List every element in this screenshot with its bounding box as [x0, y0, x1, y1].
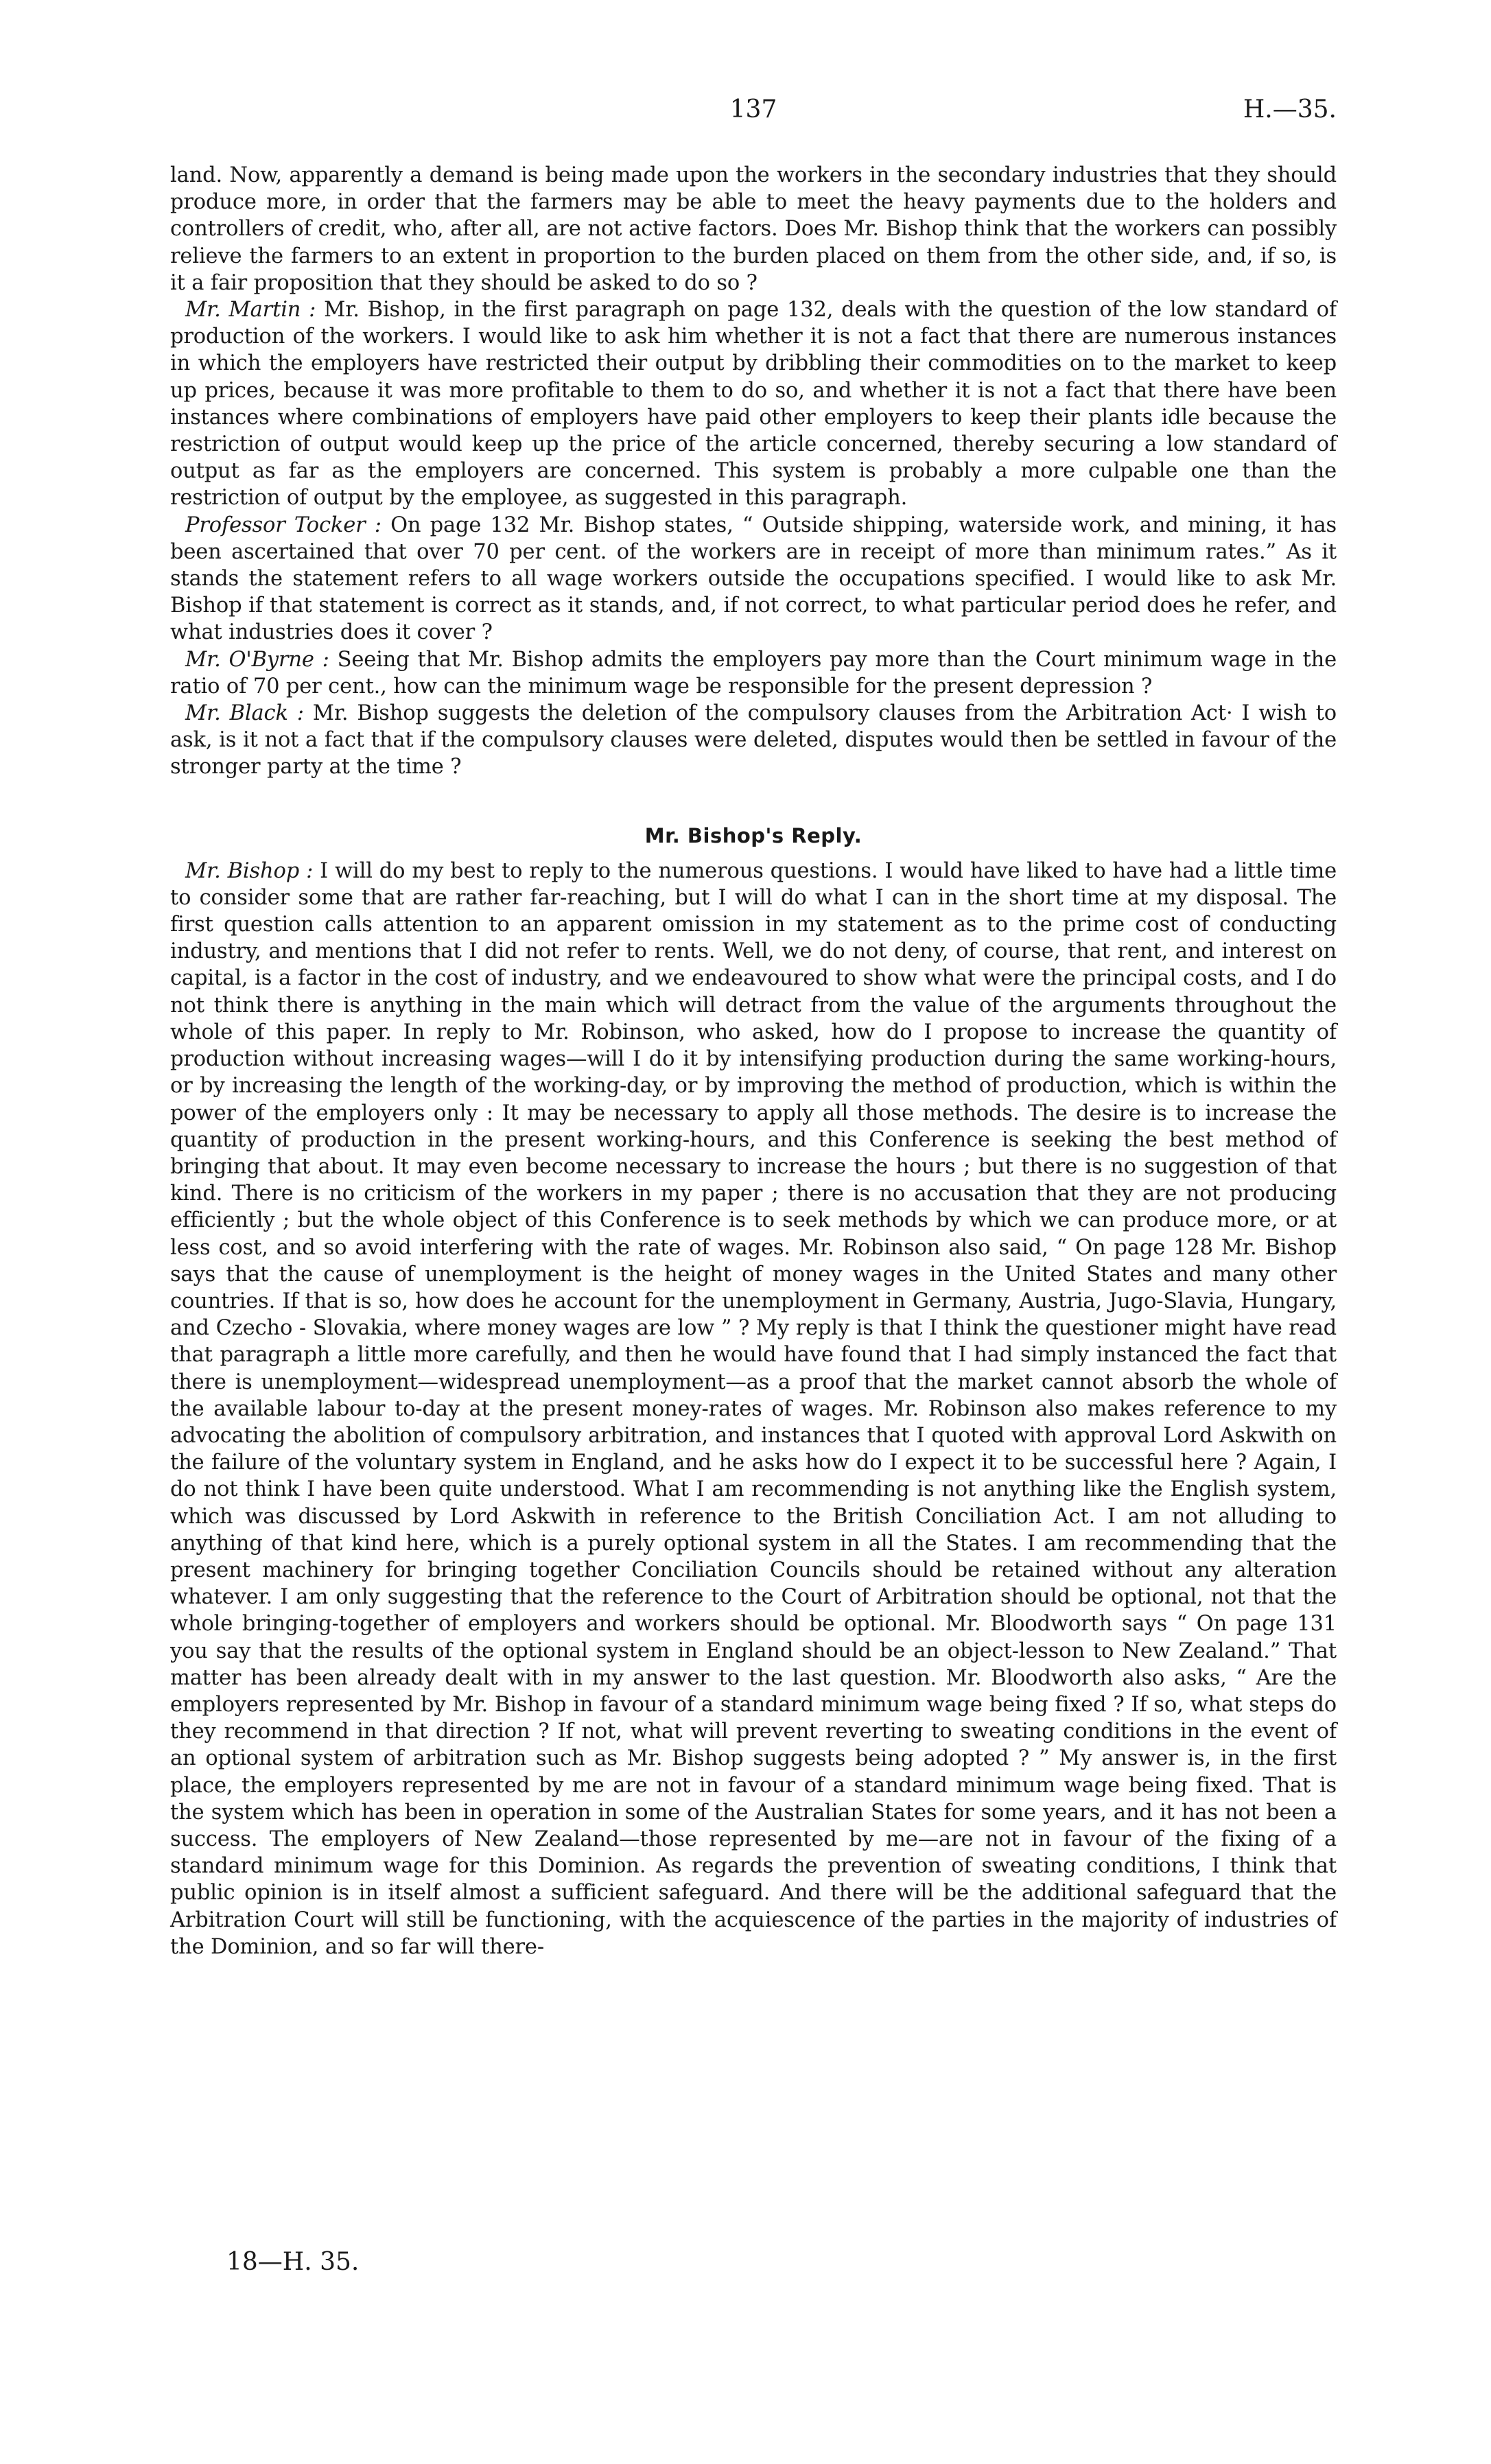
- paragraph-bishop-reply: [170, 858, 1337, 1960]
- footer-signature: 18—H. 35.: [226, 2248, 360, 2276]
- speaker-name: Mr. Black :: [185, 701, 304, 726]
- paragraph-text: On page 132 Mr. Bishop states, “ Outside shipping, waterside work, and mining, it has been ascertained that over 70 per cent. of the workers are in receipt of more than minimum rates.” As it stands the statement refers to all wage workers outside the occupations specified. I would like to ask Mr. Bishop if that statement is correct as it stands, and, if not correct, to what particular period does he refer, and what industries does it cover ?: [170, 513, 1337, 645]
- speaker-name: Mr. O'Byrne :: [185, 647, 329, 672]
- paragraph-text: Mr. Bishop suggests the deletion of the compulsory clauses from the Arbitration Act· I wish to ask, is it not a fact that if the compulsory clauses were deleted, disputes would then be settled in favour of the stronger party at the time ?: [170, 701, 1337, 779]
- speaker-name: Mr. Bishop :: [185, 858, 314, 883]
- paragraph-martin: [170, 296, 1337, 512]
- paragraph-text: I will do my best to reply to the numerous questions. I would have liked to have had a little time to consider some that are rather far-reaching, but I will do what I can in the short time at my disposal. The first question calls attention to an apparent omission in my statement as to the prime cost of conducting industry, and mentions that I did not refer to rents. Well, we do not deny, of course, that rent, and interest on capital, is a factor in the cost of industry, and we endeavoured to show what were the principal costs, and I do not think there is anything in the main which will detract from the value of the arguments throughout the whole of this paper. In reply to Mr. Robinson, who asked, how do I propose to increase the quantity of production without increasing wages—will I do it by intensifying production during the same working-hours, or by increasing the length of the working-day, or by improving the method of production, which is within the power of the employers only : It may be necessary to apply all those methods. The desire is to increase the quantity of production in the present working-hours, and this Conference is seeking the best method of bringing that about. It may even become necessary to increase the hours ; but there is no suggestion of that kind. There is no criticism of the workers in my paper ; there is no accusation that they are not producing efficiently ; but the whole object of this Conference is to seek methods by which we can produce more, or at less cost, and so avoid interfering with the rate of wages. Mr. Robinson also said, “ On page 128 Mr. Bishop says that the cause of unemployment is the height of money wages in the United States and many other countries. If that is so, how does he account for the unemployment in Germany, Austria, Jugo-Slavia, Hungary, and Czecho - Slovakia, where money wages are low ” ? My reply is that I think the questioner might have read that paragraph a little more carefully, and then he would have found that I had simply instanced the fact that there is unemployment—widespread unemployment—as a proof that the market cannot absorb the whole of the available labour to-day at the present money-rates of wages. Mr. Robinson also makes reference to my advocating the abolition of compulsory arbitration, and instances that I quoted with approval Lord Askwith on the failure of the voluntary system in England, and he asks how do I expect it to be successful here ? Again, I do not think I have been quite understood. What I am recommending is not anything like the English system, which was discussed by Lord Askwith in reference to the British Conciliation Act. I am not alluding to anything of that kind here, which is a purely optional system in all the States. I am recommending that the present machinery for bringing together Conciliation Councils should be retained without any alteration whatever. I am only suggesting that the reference to the Court of Arbitration should be optional, not that the whole bringing-together of employers and workers should be optional. Mr. Bloodworth says “ On page 131 you say that the results of the optional system in England should be an object-lesson to New Zealand.” That matter has been already dealt with in my answer to the last question. Mr. Bloodworth also asks, “ Are the employers represented by Mr. Bishop in favour of a standard minimum wage being fixed ? If so, what steps do they recommend in that direction ? If not, what will prevent reverting to sweating conditions in the event of an optional system of arbitration such as Mr. Bishop suggests being adopted ? ” My answer is, in the first place, the employers represented by me are not in favour of a standard minimum wage being fixed. That is the system which has been in operation in some of the Australian States for some years, and it has not been a success. The employers of New Zealand—those represented by me—are not in favour of the fixing of a standard minimum wage for this Dominion. As regards the prevention of sweating conditions, I think that public opinion is in itself almost a sufficient safeguard. And there will be the additional safeguard that the Arbitration Court will still be functioning, with the acquiescence of the parties in the majority of industries of the Dominion, and so far will there-: [170, 858, 1337, 1959]
- paragraph-black: [170, 700, 1337, 781]
- paragraph-obyrne: [170, 646, 1337, 700]
- paragraph-continuation: [170, 162, 1337, 296]
- document-reference: H.—35.: [1243, 95, 1337, 124]
- speaker-name: Mr. Martin :: [185, 298, 316, 322]
- speaker-name: Professor Tocker :: [185, 513, 381, 537]
- section-heading: Mr. Bishop's Reply.: [644, 823, 862, 847]
- page-header: [170, 95, 1337, 136]
- paragraph-text: land. Now, apparently a demand is being made upon the workers in the secondary industries that they should produce more, in order that the farmers may be able to meet the heavy payments due to the holders and controllers of credit, who, after all, are not active factors. Does Mr. Bishop think that the workers can possibly relieve the farmers to an extent in proportion to the burden placed on them from the other side, and, if so, is it a fair proposition that they should be asked to do so ?: [170, 163, 1337, 295]
- paragraph-text: Seeing that Mr. Bishop admits the employers pay more than the Court minimum wage in the ratio of 70 per cent., how can the minimum wage be responsible for the present depression ?: [170, 647, 1337, 699]
- page-number: 137: [729, 95, 777, 124]
- paragraph-tocker: [170, 512, 1337, 646]
- paragraph-text: Mr. Bishop, in the first paragraph on page 132, deals with the question of the low standard of production of the workers. I would like to ask him whether it is not a fact that there are numerous instances in which the employers have restricted their output by dribbling their commodities on to the market to keep up prices, because it was more profitable to them to do so, and whether it is not a fact that there have been instances where combinations of employers have paid other employers to keep their plants idle because the restriction of output would keep up the price of the article concerned, thereby securing a low standard of output as far as the employers are concerned. This system is probably a more culpable one than the restriction of output by the employee, as suggested in this paragraph.: [170, 298, 1337, 511]
- page-body: [170, 162, 1337, 1960]
